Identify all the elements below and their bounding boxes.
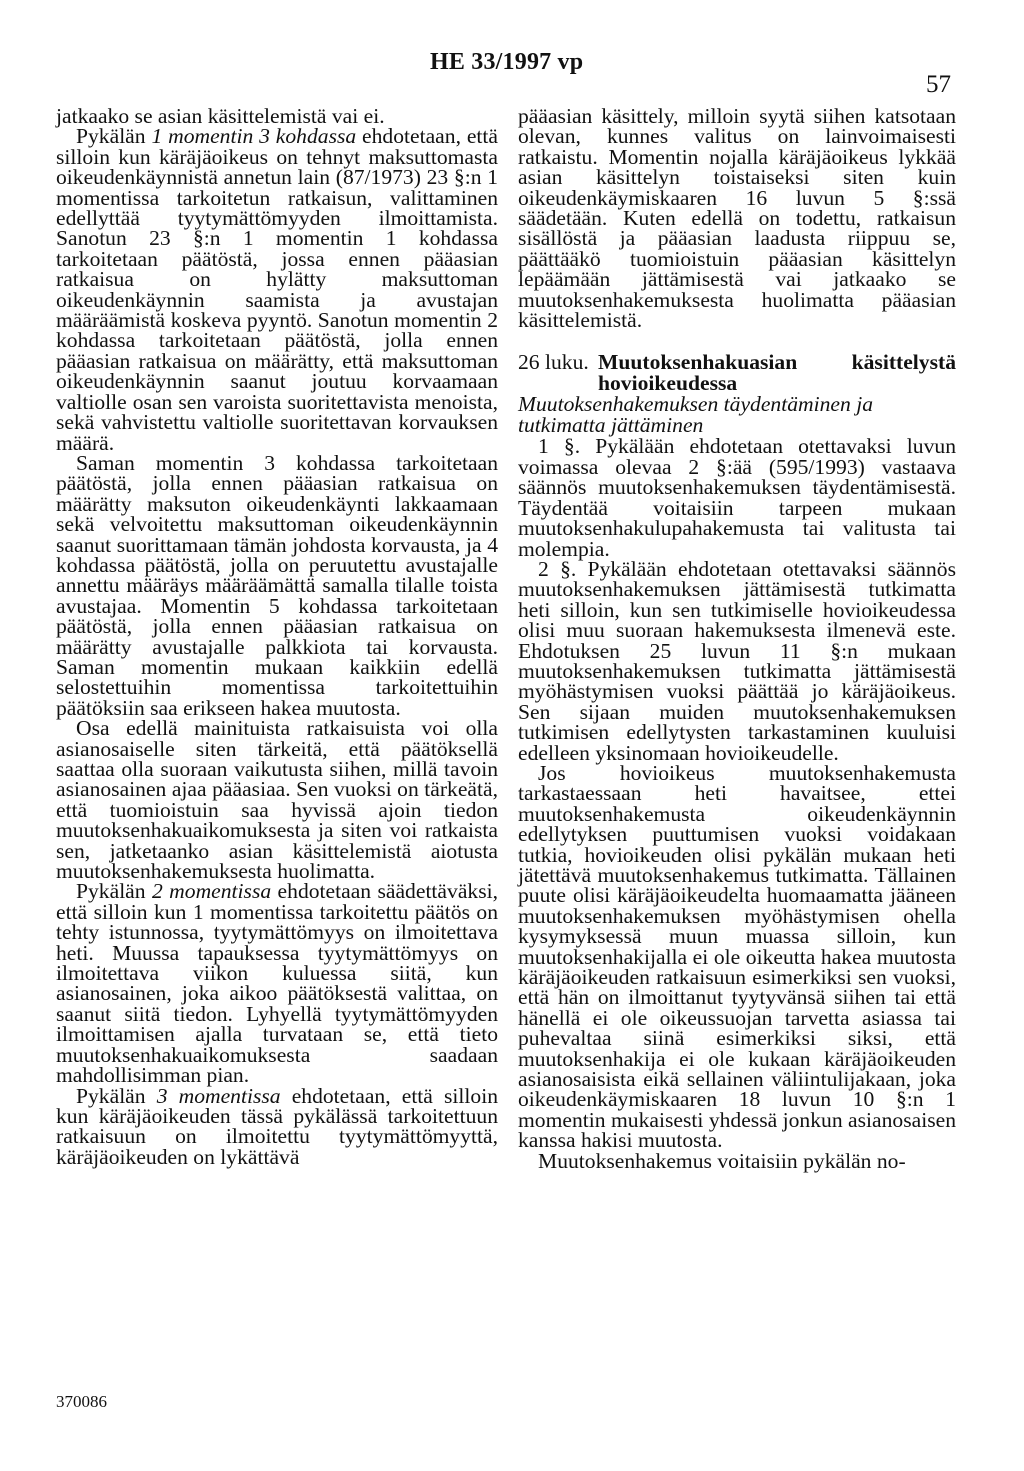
document-title: HE 33/1997 vp (430, 49, 584, 75)
section-subheading: Muutoksenhakemuksen täydentäminen ja tutkimatta jättäminen (518, 392, 873, 438)
paragraph: pääasian käsittely, milloin syytä siihen katsotaan olevan, kunnes valitus on lainvoimaisesti ratkaistu. Momentin nojalla käräjäoikeus lykkää asian käsittelyn toistaiseksi siten kuin oikeudenkäymiskaaren 16 luvun 5 §:ssä säädetään. Kuten edellä on todettu, ratkaisun sisällöstä ja pääasian laadusta riippuu se, päättääkö tuomioistuin pääasian käsittelyn lepäämään jättämisestä vai jatkaako se muutoksenhakemuksesta huolimatta pääasian käsittelemistä. (518, 104, 956, 333)
left-column (56, 106, 498, 1167)
chapter-title: Muutoksenhakuasian käsittelystä hovioikeudessa (598, 350, 956, 396)
paragraph: Osa edellä mainituista ratkaisuista voi olla asianosaiselle siten tärkeitä, että päätöksellä saattaa olla suoraan vaikutusta siihen, millä tavoin asianosainen ajaa pääasiaa. Sen vuoksi on tärkeätä, että tuomioistuin saa hyvissä ajoin tiedon muutoksenhakuaikomuksesta ja siten voi ratkaista sen, jatketaanko asian käsittelemistä aiotusta muutoksenhakemuksesta huolimatta. (56, 716, 498, 884)
page-header (0, 49, 1024, 98)
paragraph: 1 §. Pykälään ehdotetaan otettavaksi luvun voimassa olevaa 2 §:ää (595/1993) vastaava säännös muutoksenhakemuksen täydentämisestä. Täydentää voitaisiin tarpeen mukaan muutoksenhakulupahakemusta tai valitusta tai molempia. (518, 434, 956, 561)
emphasis: 2 momentissa (151, 879, 272, 904)
right-column (518, 106, 956, 1171)
paragraph: Muutoksenhakemus voitaisiin pykälän no- (538, 1148, 906, 1173)
paragraph: Saman momentin 3 kohdassa tarkoitetaan päätöstä, jolla ennen pääasian ratkaisua on määrätty maksuton oikeudenkäynti lakkaamaan sekä velvoitettu maksuttoman oikeudenkäynnin saanut suorittamaan tämän johdosta korvausta, ja 4 kohdassa päätöstä, jolla on peruutettu avustajalle annettu määräys määräämättä samalla tilalle toista avustajaa. Momentin 5 kohdassa tarkoitetaan päätöstä, jolla ennen pääasian ratkaisua on määrätty avustajalle palkkiota tai korvausta. Saman momentin mukaan kaikkiin edellä selostettuihin momentissa tarkoitettuihin päätöksiin saa erikseen hakea muutosta. (56, 450, 498, 720)
paragraph: jatkaako se asian käsittelemistä vai ei. (56, 104, 385, 128)
paragraph: 2 §. Pykälään ehdotetaan otettavaksi säännös muutoksenhakemuksen jättämisestä tutkimatta heti silloin, kun sen tutkimiselle hovioikeudessa olisi muu suoraan hakemuksesta ilmenevä este. Ehdotuksen 25 luvun 11 §:n mukaan muutoksenhakemuksen tutkimatta jättämisestä myöhästymisen vuoksi päättää jo käräjäoikeus. Sen sijaan muiden muutoksenhakemuksen tutkimisen edellytysten tarkastaminen kuuluisi edelleen yksinomaan hovioikeudelle. (518, 556, 956, 765)
paragraph: Pykälän 1 momentin 3 kohdassa ehdotetaan, että silloin kun käräjäoikeus on tehnyt maksuttomasta oikeudenkäynnistä annetun lain (87/1973) 23 §:n 1 momentissa tarkoitetun ratkaisun, valittaminen edellyttää tyytymättömyyden ilmoittamista. Sanotun 23 §:n 1 momentin 1 kohdassa tarkoitetaan päätöstä, jossa ennen pääasian ratkaisua on hylätty maksuttoman oikeudenkäynnin saamista ja avustajan määräämistä koskeva pyyntö. Sanotun momentin 2 kohdassa tarkoitetaan päätöstä, jolla ennen pääasian ratkaisua on määrätty, että maksuttoman oikeudenkäynnin saanut joutuu korvaamaan valtiolle osan sen varoista suoritettavista menoista, sekä vahvistettu valtiolle suoritettavan korvauksen määrä. (56, 124, 498, 455)
footer-code: 370086 (56, 1392, 107, 1411)
emphasis: 3 momentissa (156, 1083, 281, 1108)
chapter-heading (518, 352, 956, 394)
paragraph: Jos hovioikeus muutoksenhakemusta tarkastaessaan heti havaitsee, ettei muutoksenhakemusta oikeudenkäynnin edellytyksen puuttumisen vuoksi voidakaan tutkia, hovioikeuden olisi pykälän mukaan heti jätettävä muutoksenhakemus tutkimatta. Tällainen puute olisi käräjäoikeudelta huomaamatta jääneen muutoksenhakemuksen myöhästymisen ohella kysymyksessä muun muassa silloin, kun muutoksenhakijalla ei ole oikeutta hakea muutosta käräjäoikeuden ratkaisuun esimerkiksi sen vuoksi, että hän on ilmoittanut tyytyvänsä siihen tai että hänellä ei ole oikeussuojan tarvetta asiassa tai puhevaltaa siinä esimerkiksi siksi, että muutoksenhakija ei ole kukaan käräjäoikeuden asianosaisista eikä sellainen väliintulijakaan, joka oikeudenkäymiskaaren 18 luvun 10 §:n 1 momentin mukaisesti yhdessä jonkun asianosaisen kanssa hakisi muutosta. (518, 760, 956, 1153)
emphasis: 1 momentin 3 kohdassa (151, 124, 357, 149)
page-number: 57 (926, 71, 951, 98)
chapter-number: 26 luku. (518, 350, 589, 375)
paragraph: Pykälän 3 momentissa ehdotetaan, että silloin kun käräjäoikeuden tässä pykälässä tarkoitettuun ratkaisuun on ilmoitettu tyytymättömyyttä, käräjäoikeuden on lykättävä (56, 1083, 499, 1169)
paragraph: Pykälän 2 momentissa ehdotetaan säädettäväksi, että silloin kun 1 momentissa tarkoitettu päätös on tehty istunnossa, tyytymättömyys on ilmoitettava heti. Muussa tapauksessa tyytymättömyys on ilmoitettava viikon kuluessa siitä, kun asianosainen, joka aikoo päätöksestä valittaa, on saanut siitä tiedon. Lyhyellä tyytymättömyyden ilmoittamisen ajalla turvataan se, että tieto muutoksenhakuaikomuksesta saadaan mahdollisimman pian. (56, 879, 499, 1088)
